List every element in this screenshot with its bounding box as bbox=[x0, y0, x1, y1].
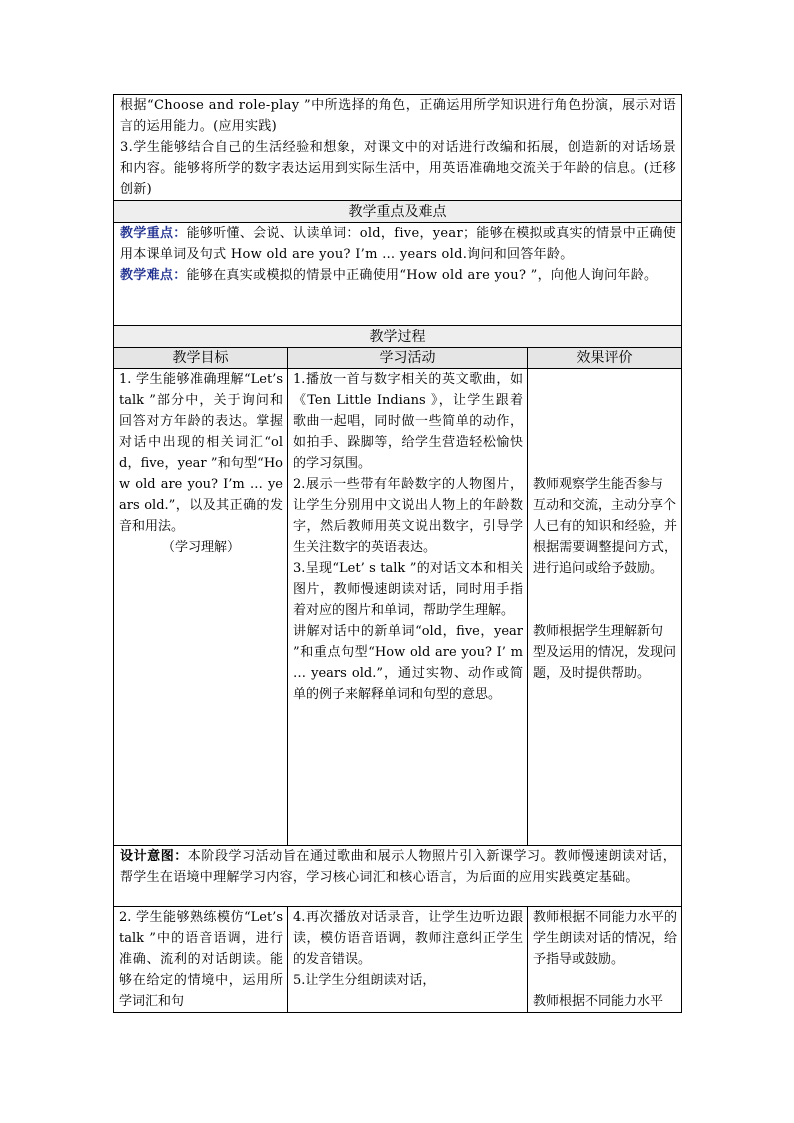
evaluation-4: 教师根据不同能力水平 bbox=[533, 994, 664, 1009]
lesson-plan-page bbox=[113, 94, 681, 1013]
design-intent-row bbox=[114, 846, 682, 907]
goal-cell-1 bbox=[114, 369, 288, 846]
evaluation-2a: 教师根据学生理解新句 bbox=[533, 624, 664, 639]
key-points-heading-row bbox=[114, 201, 682, 223]
key-points-heading: 教学重点及难点 bbox=[114, 201, 682, 223]
activity-4: 4.再次播放对话录音，让学生边听边跟读，模仿语音语调，教师注意纠正学生的发音错误。 bbox=[293, 910, 523, 967]
lesson-plan-table bbox=[113, 94, 682, 1013]
evaluation-cell-2 bbox=[528, 907, 682, 1013]
evaluation-2b: 型及运用的情况，发现问 bbox=[533, 645, 677, 660]
design-intent-text: 本阶段学习活动旨在通过歌曲和展示人物照片引入新课学习。教师慢速朗读对话，帮学生在语境中理解学习内容，学习核心词汇和核心语言，为后面的应用实践奠定基础。 bbox=[120, 849, 677, 885]
design-intent bbox=[114, 846, 682, 907]
col-header-goal: 教学目标 bbox=[114, 348, 288, 369]
activity-3: 3.呈现“Let’ s talk ”的对话文本和相关图片，教师慢速朗读对话，同时用手指着对应的图片和单词，帮助学生理解。 bbox=[293, 561, 523, 618]
goal-cell-2 bbox=[114, 907, 288, 1013]
key-points-row bbox=[114, 223, 682, 326]
teaching-difficulty bbox=[120, 265, 676, 286]
activity-1: 1.播放一首与数字相关的英文歌曲，如《Ten Little Indians 》，让学生跟着歌曲一起唱，同时做一些简单的动作，如拍手、跺脚等，给学生营造轻松愉快的学习氛围。 bbox=[293, 372, 523, 471]
activity-cell-1 bbox=[288, 369, 528, 846]
difficulty-text: 能够在真实或模拟的情景中正确使用“How old are you? ”，向他人询问年龄。 bbox=[186, 268, 658, 283]
objectives-tail-row bbox=[114, 95, 682, 201]
process-row-1 bbox=[114, 369, 682, 846]
activity-cell-2 bbox=[288, 907, 528, 1013]
focus-text: 能够听懂、会说、认读单词：old，five，year；能够在模拟或真实的情景中正确使用本课单词及句式 How old are you? I’m … years old.询问和回答年龄。 bbox=[120, 226, 677, 262]
design-intent-label: 设计意图： bbox=[120, 849, 188, 864]
evaluation-1a: 教师观察学生能否参与 bbox=[533, 477, 664, 492]
col-header-evaluation: 效果评价 bbox=[528, 348, 682, 369]
evaluation-1b: 互动和交流，主动分享个 bbox=[533, 498, 677, 513]
process-heading: 教学过程 bbox=[114, 326, 682, 348]
activity-3-explanation: 讲解对话中的新单词“old，five，year ”和重点句型“How old are you? I’ m … years old.”，通过实物、动作或简单的例子来解释单词和句型的意思。 bbox=[293, 624, 523, 702]
process-heading-row bbox=[114, 326, 682, 348]
difficulty-label: 教学难点： bbox=[120, 268, 187, 283]
activity-2: 2.展示一些带有年龄数字的人物图片，让学生分别用中文说出人物上的年龄数字，然后教师用英文说出数字，引导学生关注数字的英语表达。 bbox=[293, 477, 523, 555]
process-row-2 bbox=[114, 907, 682, 1013]
evaluation-cell-1 bbox=[528, 369, 682, 846]
process-columns-row bbox=[114, 348, 682, 369]
evaluation-1c: 人已有的知识和经验，并根据需要调整提问方式，进行追问或给予鼓励。 bbox=[533, 519, 678, 576]
col-header-activity: 学习活动 bbox=[288, 348, 528, 369]
goal-1-text: 1. 学生能够准确理解“Let’s talk ”部分中，关于询问和回答对方年龄的表达。掌握对话中出现的相关词汇“old，five，year ”和句型“How old are you? I’m … years old.”，以及其正确的发音和用法。 bbox=[119, 372, 283, 534]
objective-transfer: 3.学生能够结合自己的生活经验和想象，对课文中的对话进行改编和拓展，创造新的对话场景和内容。能够将所学的数字表达运用到实际生活中，用英语准确地交流关于年龄的信息。(迁移创新) bbox=[120, 140, 677, 197]
teaching-focus bbox=[120, 223, 676, 265]
goal-1-tag: （学习理解） bbox=[161, 540, 240, 555]
evaluation-3: 教师根据不同能力水平的学生朗读对话的情况，给予指导或鼓励。 bbox=[533, 910, 678, 967]
objective-role-play: 根据“Choose and role-play ”中所选择的角色，正确运用所学知识进行角色扮演，展示对语言的运用能力。(应用实践) bbox=[120, 98, 677, 134]
activity-5: 5.让学生分组朗读对话， bbox=[293, 973, 436, 988]
evaluation-2c: 题，及时提供帮助。 bbox=[533, 666, 651, 681]
goal-2-text: 2. 学生能够熟练模仿“Let’s talk ”中的语音语调，进行准确、流利的对话朗读。能够在给定的情境中，运用所学词汇和句 bbox=[119, 910, 283, 1009]
focus-label: 教学重点： bbox=[120, 226, 187, 241]
